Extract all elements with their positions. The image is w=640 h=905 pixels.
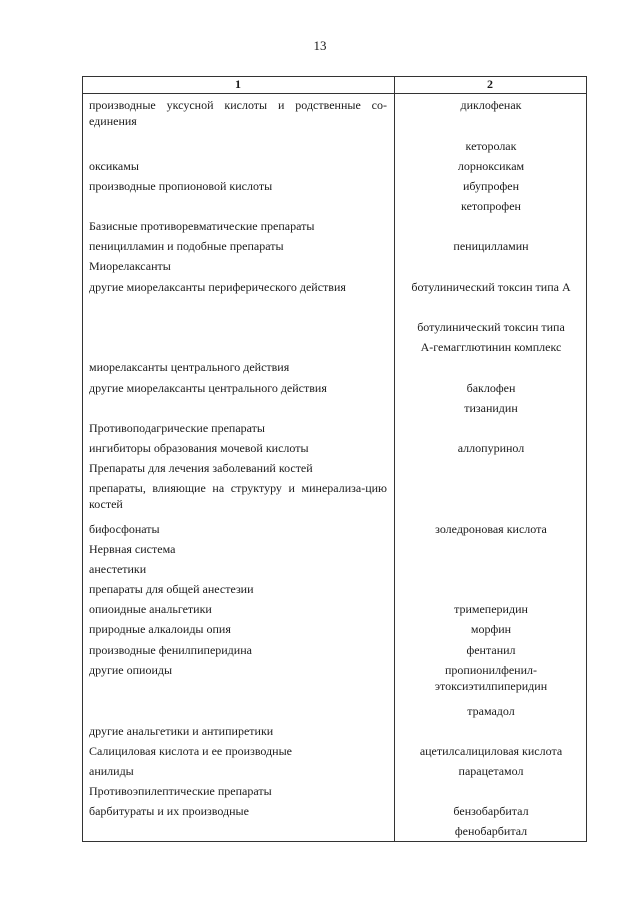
cell-col1: другие миорелаксанты периферического действия — [89, 280, 346, 294]
cell-col2: диклофенак — [460, 98, 522, 112]
cell-col2: ботулинический токсин типа А — [411, 280, 571, 294]
cell-col1: Базисные противоревматические препараты — [89, 219, 315, 233]
cell-col1: анестетики — [89, 562, 147, 576]
cell-col2: парацетамол — [458, 764, 524, 778]
cell-col2: А-гемагглютинин комплекс — [420, 340, 562, 354]
cell-col2: бензобарбитал — [453, 804, 529, 818]
cell-col2: ибупрофен — [462, 179, 519, 193]
cell-col2: ботулинический токсин типа — [417, 320, 565, 334]
cell-col1: Миорелаксанты — [89, 259, 171, 273]
cell-col1: производные фенилпиперидина — [89, 643, 252, 657]
cell-col2: кетопрофен — [461, 199, 521, 213]
cell-col2: золедроновая кислота — [435, 522, 547, 536]
cell-col1: бифосфонаты — [89, 522, 160, 536]
cell-col2: ацетилсалициловая кислота — [419, 744, 563, 758]
cell-col1: природные алкалоиды опия — [89, 622, 231, 636]
cell-col2: тизанидин — [464, 401, 518, 415]
column-header-2: 2 — [487, 77, 493, 91]
cell-col1: производные пропионовой кислоты — [89, 179, 273, 193]
cell-col1: барбитураты и их производные — [89, 804, 249, 818]
cell-col2: морфин — [470, 622, 512, 636]
cell-col2: аллопуринол — [457, 441, 525, 455]
cell-col1: другие опиоиды — [89, 663, 173, 677]
header-divider — [82, 93, 587, 94]
cell-col1: препараты для общей анестезии — [89, 582, 254, 596]
cell-col1: другие анальгетики и антипиретики — [89, 724, 274, 738]
cell-col1: пеницилламин и подобные препараты — [89, 239, 284, 253]
cell-col1: препараты, влияющие на структуру и минерализа-цию костей — [89, 481, 387, 511]
cell-col2: фенобарбитал — [454, 824, 528, 838]
cell-col1: ингибиторы образования мочевой кислоты — [89, 441, 309, 455]
cell-col1: другие миорелаксанты центрального действия — [89, 381, 327, 395]
cell-col2: трамадол — [467, 704, 515, 718]
cell-col2: баклофен — [466, 381, 516, 395]
cell-col1: опиоидные анальгетики — [89, 602, 212, 616]
cell-col2: этоксиэтилпиперидин — [434, 679, 548, 693]
cell-col1: Нервная система — [89, 542, 176, 556]
cell-col1: Препараты для лечения заболеваний костей — [89, 461, 313, 475]
cell-col1: Противоэпилептические препараты — [89, 784, 272, 798]
cell-col2: лорноксикам — [457, 159, 525, 173]
cell-col1: оксикамы — [89, 159, 139, 173]
cell-col1: миорелаксанты центрального действия — [89, 360, 290, 374]
cell-col2: пропионилфенил- — [444, 663, 538, 677]
page-number: 13 — [313, 38, 327, 53]
cell-col2: фентанил — [466, 643, 516, 657]
cell-col2: кеторолак — [465, 139, 517, 153]
cell-col2: пеницилламин — [453, 239, 529, 253]
cell-col1: Салициловая кислота и ее производные — [89, 744, 292, 758]
cell-col1: производные уксусной кислоты и родственные со-единения — [89, 98, 387, 128]
cell-col1: анилиды — [89, 764, 134, 778]
cell-col2: тримеперидин — [454, 602, 528, 616]
cell-col1: Противоподагрические препараты — [89, 421, 265, 435]
column-header-1: 1 — [235, 77, 241, 91]
